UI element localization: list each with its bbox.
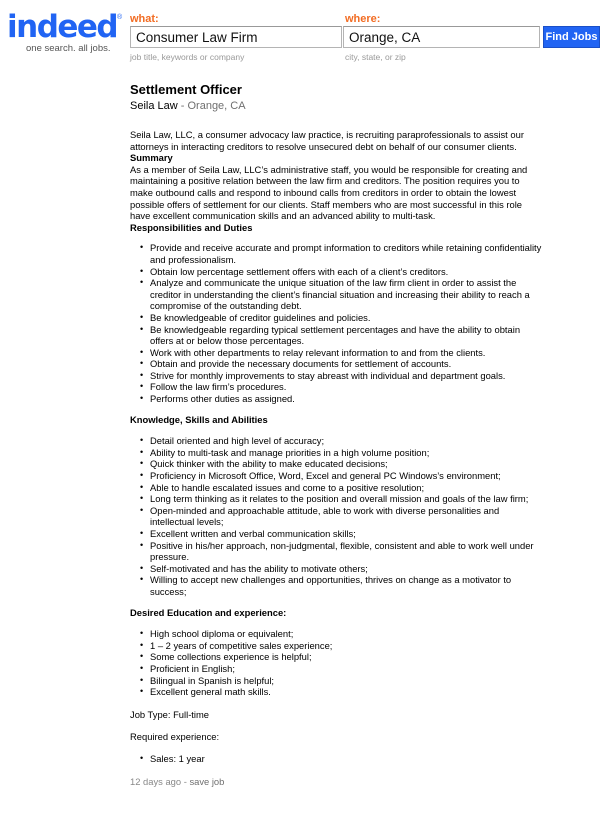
list-item: • Some collections experience is helpful; [150,651,542,663]
list-item: • Detail oriented and high level of accuracy; [150,435,542,447]
list-item: • Strive for monthly improvements to stay abreast with individual and department goals. [150,370,542,382]
list-item: • Ability to multi-task and manage priorities in a high volume position; [150,447,542,459]
job-description [130,82,542,787]
required-experience-label: Required experience: [130,731,220,743]
list-item: • Performs other duties as assigned. [150,393,542,405]
where-label: where: [345,13,381,25]
where-hint: city, state, or zip [345,52,406,62]
footer-separator: - [181,775,190,787]
intro-paragraph: Seila Law, LLC, a consumer advocacy law practice, is recruiting paraprofessionals to assist our attorneys in interacting creditors to resolve unsecured debt on behalf of our consumer clients. [130,129,524,152]
logo-tagline: one search. all jobs. [26,43,111,54]
list-item: • Willing to accept new challenges and opportunities, thrives on change as a motivator to success; [150,574,542,597]
list-item: • Proficiency in Microsoft Office, Word, Excel and general PC Windows’s environment; [150,470,542,482]
experience-list [130,753,542,765]
posted-date: 12 days ago [130,775,182,787]
what-label: what: [130,13,159,25]
ksa-heading: Knowledge, Skills and Abilities [130,413,268,425]
list-item: • Provide and receive accurate and prompt information to creditors while retaining confidentiality and professionalism. [150,242,542,265]
list-item: • Open-minded and approachable attitude, able to work with diverse personalities and intellectual levels; [150,505,542,528]
find-jobs-button[interactable]: Find Jobs [543,26,600,48]
list-item: • Obtain and provide the necessary documents for settlement of accounts. [150,358,542,370]
list-item: • Quick thinker with the ability to make educated decisions; [150,458,542,470]
list-item: • Follow the law firm’s procedures. [150,381,542,393]
job-footer [130,776,542,788]
what-hint: job title, keywords or company [130,52,245,62]
list-item: • Bilingual in Spanish is helpful; [150,675,542,687]
company-separator: - [177,100,188,112]
company-name: Seila Law [130,100,178,112]
job-title: Settlement Officer [130,82,242,97]
what-input[interactable]: Consumer Law Firm [130,26,342,48]
where-input[interactable]: Orange, CA [343,26,540,48]
registered-mark: ® [117,14,123,21]
list-item: • Excellent written and verbal communication skills; [150,528,542,540]
save-job-link[interactable]: save job [189,775,225,787]
list-item: • Long term thinking as it relates to the position and overall mission and goals of the law firm; [150,493,542,505]
education-heading: Desired Education and experience: [130,606,287,618]
indeed-logo[interactable] [7,9,123,54]
list-item: • High school diploma or equivalent; [150,628,542,640]
list-item: • Positive in his/her approach, non-judgmental, flexible, consistent and able to work well under pressure. [150,540,542,563]
list-item: • Able to handle escalated issues and come to a positive resolution; [150,482,542,494]
list-item: • Be knowledgeable of creditor guidelines and policies. [150,312,542,324]
summary-paragraph: As a member of Seila Law, LLC’s administrative staff, you would be responsible for creating and maintaining a positive relation between the law firm and creditors. The position requires you to make outbound calls and respond to inbound calls from creditors in order to obtain the lowest possible offers of settlement for our clients. Staff members who are most successful in this role have excellent communication skills and an advanced ability to multi-task. [130,163,528,222]
job-type: Job Type: Full-time [130,708,210,720]
list-item: • Work with other departments to relay relevant information to and from the clients. [150,347,542,359]
list-item: • Self-motivated and has the ability to motivate others; [150,563,542,575]
list-item: • Proficient in English; [150,663,542,675]
responsibilities-heading: Responsibilities and Duties [130,221,253,233]
summary-heading: Summary [130,152,173,164]
responsibilities-list [130,242,542,404]
list-item: • Sales: 1 year [150,753,542,765]
list-item: • Be knowledgeable regarding typical settlement percentages and have the ability to obtain offers at or below those percentages. [150,324,542,347]
ksa-list [130,435,542,597]
logo-wordmark: indeed [7,9,118,45]
company-line [130,99,542,113]
list-item: • Excellent general math skills. [150,686,542,698]
education-list [130,628,542,698]
list-item: • 1 – 2 years of competitive sales experience; [150,640,542,652]
list-item: • Analyze and communicate the unique situation of the law firm client in order to assist the creditor in understanding the client’s financial situation and increasing their ability to reach a compromise of the outstanding debt. [150,277,542,312]
list-item: • Obtain low percentage settlement offers with each of a client’s creditors. [150,266,542,278]
job-location: Orange, CA [187,100,246,112]
